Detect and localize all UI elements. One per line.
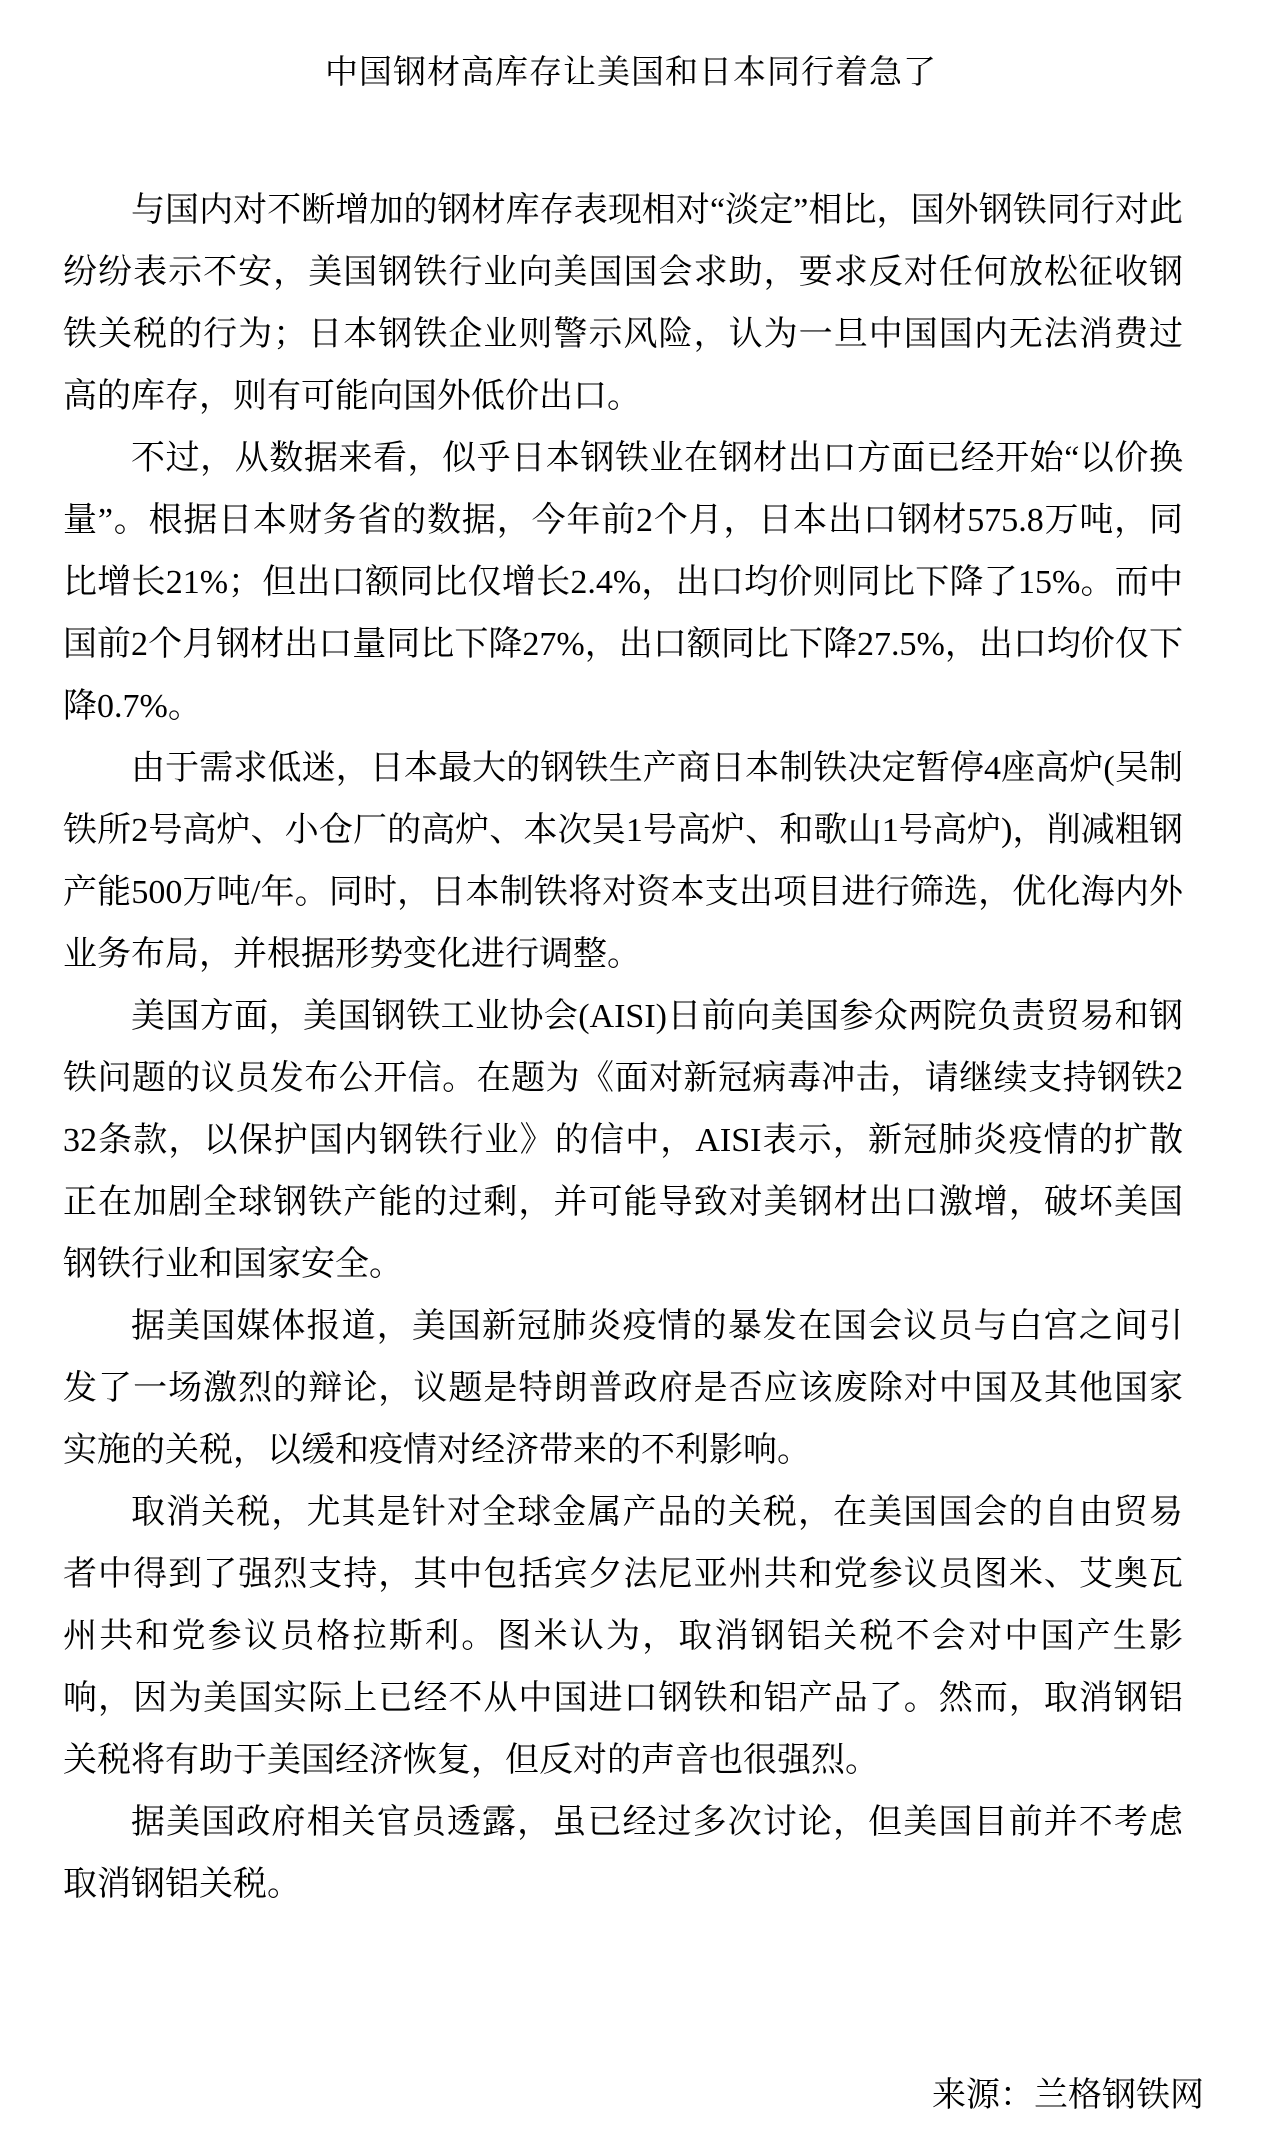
document-title: 中国钢材高库存让美国和日本同行着急了 (325, 55, 937, 91)
paragraph-7: 据美国政府相关官员透露，虽已经过多次讨论，但美国目前并不考虑取消钢铝关税。 (63, 1804, 1183, 1903)
source-attribution: 来源：兰格钢铁网 (932, 2077, 1204, 2114)
paragraph-4: 美国方面，美国钢铁工业协会(AISI)日前向美国参众两院负责贸易和钢铁问题的议员发布公开信。在题为《面对新冠病毒冲击，请继续支持钢铁232条款，以保护国内钢铁行业》的信中，AISI表示，新冠肺炎疫情的扩散正在加剧全球钢铁产能的过剩，并可能导致对美钢材出口激增，破坏美国钢铁行业和国家安全。 (63, 998, 1183, 1283)
paragraph-3: 由于需求低迷，日本最大的钢铁生产商日本制铁决定暂停4座高炉(吴制铁所2号高炉、小仓厂的高炉、本次吴1号高炉、和歌山1号高炉)，削减粗钢产能500万吨/年。同时，日本制铁将对资本支出项目进行筛选，优化海内外业务布局，并根据形势变化进行调整。 (63, 750, 1183, 973)
document-body (63, 180, 1183, 1916)
paragraph-2: 不过，从数据来看，似乎日本钢铁业在钢材出口方面已经开始“以价换量”。根据日本财务省的数据，今年前2个月，日本出口钢材575.8万吨，同比增长21%；但出口额同比仅增长2.4%，出口均价则同比下降了15%。而中国前2个月钢材出口量同比下降27%，出口额同比下降27.5%，出口均价仅下降0.7%。 (63, 440, 1183, 725)
paragraph-1: 与国内对不断增加的钢材库存表现相对“淡定”相比，国外钢铁同行对此纷纷表示不安，美国钢铁行业向美国国会求助，要求反对任何放松征收钢铁关税的行为；日本钢铁企业则警示风险，认为一旦中国国内无法消费过高的库存，则有可能向国外低价出口。 (63, 192, 1183, 415)
paragraph-6: 取消关税，尤其是针对全球金属产品的关税，在美国国会的自由贸易者中得到了强烈支持，其中包括宾夕法尼亚州共和党参议员图米、艾奥瓦州共和党参议员格拉斯利。图米认为，取消钢铝关税不会对中国产生影响，因为美国实际上已经不从中国进口钢铁和铝产品了。然而，取消钢铝关税将有助于美国经济恢复，但反对的声音也很强烈。 (63, 1494, 1183, 1779)
paragraph-5: 据美国媒体报道，美国新冠肺炎疫情的暴发在国会议员与白宫之间引发了一场激烈的辩论，议题是特朗普政府是否应该废除对中国及其他国家实施的关税，以缓和疫情对经济带来的不利影响。 (63, 1308, 1183, 1469)
